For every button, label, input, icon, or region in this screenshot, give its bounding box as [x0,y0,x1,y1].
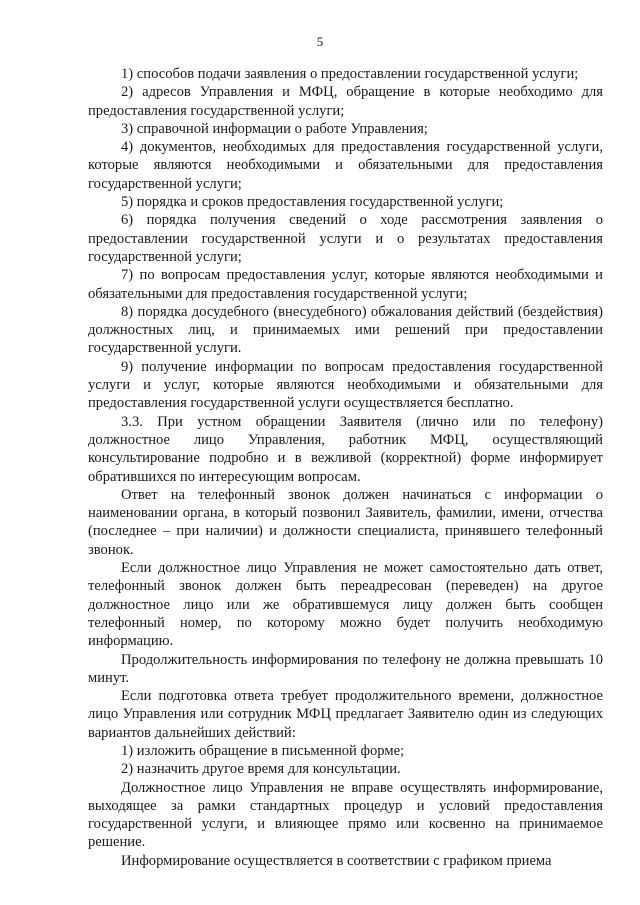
list-item-4: 4) документов, необходимых для предоставления государственной услуги, которые являются необходимыми и обязательными для предоставления государственной услуги; [88,139,603,192]
option-item-2: 2) назначить другое время для консультации. [121,761,401,778]
duration-paragraph: Продолжительность информирования по телефону не должна превышать 10 минут. [88,651,603,686]
redirect-paragraph: Если должностное лицо Управления не может самостоятельно дать ответ, телефонный звонок должен быть переадресован (переведен) на другое должностное лицо или же обратившемуся лицу должен быть сообщен телефонный номер, по которому можно будет получить необходимую информацию. [88,560,603,650]
restriction-paragraph: Должностное лицо Управления не вправе осуществлять информирование, выходящее за рамки стандартных процедур и условий предоставления государственной услуги, и влияющее прямо или косвенно на принимаемое решение. [88,779,603,851]
list-item-3: 3) справочной информации о работе Управления; [121,120,428,137]
schedule-paragraph: Информирование осуществляется в соответствии с графиком приема [121,852,552,869]
list-item-5: 5) порядка и сроков предоставления государственной услуги; [121,194,504,211]
document-body [88,65,603,870]
phone-answer-paragraph: Ответ на телефонный звонок должен начинаться с информации о наименовании органа, в который позвонил Заявитель, фамилии, имени, отчества (последнее – при наличии) и должности специалиста, принявшего телефонный звонок. [88,486,603,558]
list-item-6: 6) порядка получения сведений о ходе рассмотрения заявления о предоставлении государственной услуги и о результатах предоставления государственной услуги; [88,212,603,265]
list-item-2: 2) адресов Управления и МФЦ, обращение в которые необходимо для предоставления государственной услуги; [88,84,603,119]
list-item-9: 9) получение информации по вопросам предоставления государственной услуги и услуг, которые являются необходимыми и обязательными для предоставления государственной услуги осуществляется бесплатно. [88,358,603,412]
list-item-1: 1) способов подачи заявления о предоставлении государственной услуги; [121,66,579,82]
option-item-1: 1) изложить обращение в письменной форме; [121,742,405,759]
long-answer-paragraph: Если подготовка ответа требует продолжительного времени, должностное лицо Управления или сотрудник МФЦ предлагает Заявителю один из следующих вариантов дальнейших действий: [88,688,603,741]
list-item-8: 8) порядка досудебного (внесудебного) обжалования действий (бездействия) должностных лиц, и принимаемых ими решений при предоставлении государственной услуги. [88,303,603,357]
list-item-7: 7) по вопросам предоставления услуг, которые являются необходимыми и обязательными для предоставления государственной услуги; [88,267,603,302]
page-number: 5 [316,34,324,49]
section-3-3-paragraph: 3.3. При устном обращении Заявителя (лично или по телефону) должностное лицо Управления, работник МФЦ, осуществляющий консультирование подробно и в вежливой (корректной) форме информирует обратившихся по интересующим вопросам. [88,413,603,485]
